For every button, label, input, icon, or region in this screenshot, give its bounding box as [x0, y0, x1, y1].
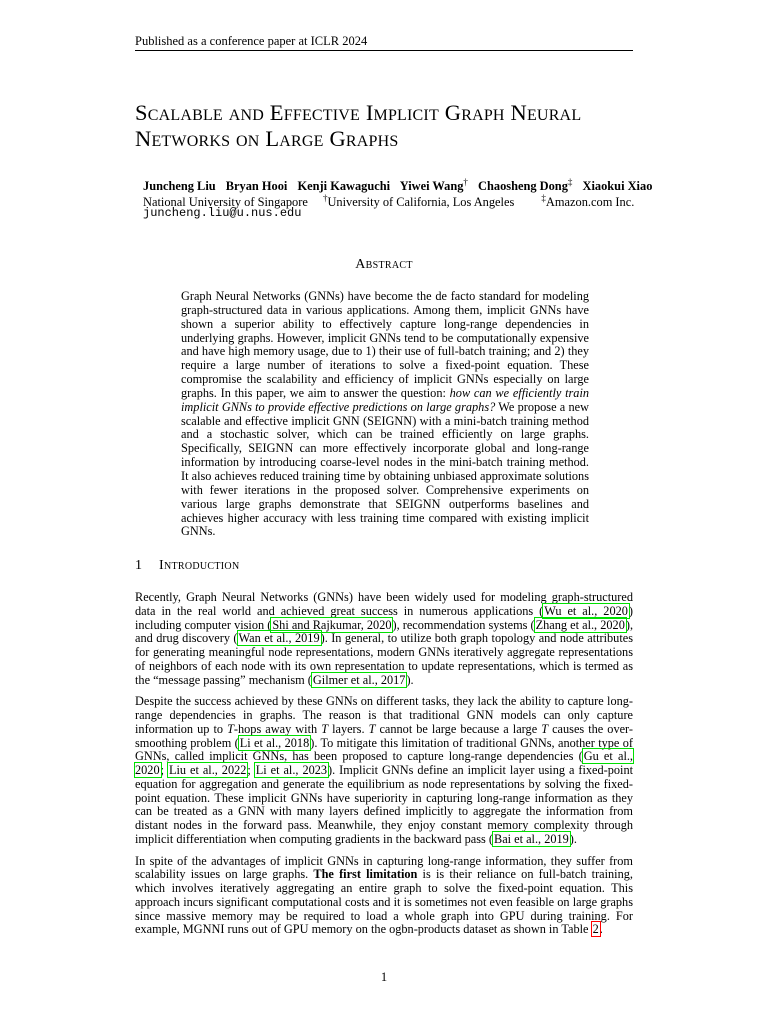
math-symbol: T [368, 721, 376, 736]
author: Kenji Kawaguchi [297, 179, 391, 194]
section-number: 1 [135, 558, 142, 573]
table-reference-link[interactable]: 2 [592, 922, 599, 937]
abstract-text: Graph Neural Networks (GNNs) have become the de facto standard for modeling graph-structured data in various applications. Among them, implicit GNNs have shown a superior ability to effectively capture long-range dependencies in underlying graphs. However, implicit GNNs tend to be computationally expensive and have high memory usage, due to 1) their use of full-batch training; and 2) they require a large number of iterations to solve a fixed-point equation. These compromise the scalability and efficiency of implicit GNNs especially on large graphs. In this paper, we aim to answer the question: how can we efficiently train implicit GNNs to provide effective predictions on large graphs? We propose a new scalable and effective implicit GNN (SEIGNN) with a mini-batch training method and a stochastic solver, which can be trained efficiently on large graphs. Specifically, SEIGNN can more effectively incorporate global and long-range information by introducing coarse-level nodes in the mini-batch training method. It also achieves reduced training time by obtaining unbiased approximate solutions with fewer iterations in the proposed solver. Comprehensive experiments on various large graphs demonstrate that SEIGNN outperforms baselines and achieves higher accuracy with less training time compared with existing implicit GNNs. [181, 289, 590, 539]
paragraph: Despite the success achieved by these GNNs on different tasks, they lack the ability to capture long-range dependencies in graphs. The reason is that traditional GNN models can only capture information up to T-hops away with T layers. T cannot be large because a large T causes the over-smoothing problem (Li et al., 2018). To mitigate this limitation of traditional GNNs, another type of GNNs, called implicit GNNs, has been proposed to capture long-range dependencies (Gu et al., 2020; Liu et al., 2022; Li et al., 2023). Implicit GNNs define an implicit layer using a fixed-point equation for aggregation and generate the equilibrium as node representations by solving the fixed-point equation. These implicit GNNs have superiority in capturing long-range information as they can be treated as a GNN with many layers defined implicitly to aggregate the information from distant nodes in the forward pass. Meanwhile, they enjoy constant memory complexity through implicit differentiation when computing gradients in the backward pass (Bai et al., 2019). [135, 694, 634, 846]
page-number: 1 [380, 970, 388, 984]
math-symbol: T [541, 721, 549, 736]
author: Xiaokui Xiao [582, 179, 653, 194]
citation-link[interactable]: Liu et al., 2022 [168, 763, 247, 777]
citation-link[interactable]: Wan et al., 2019 [238, 631, 320, 646]
author: Bryan Hooi [225, 179, 288, 194]
affiliation-3: ‡Amazon.com Inc. [541, 193, 635, 210]
affiliation-1: National University of Singapore [143, 195, 308, 210]
affiliation-mark: † [463, 177, 468, 187]
section-title: Introduction [159, 558, 240, 573]
citation-link[interactable]: Bai et al., 2019 [494, 831, 569, 846]
citation-link[interactable]: Li et al., 2018 [239, 735, 310, 750]
paragraph: Recently, Graph Neural Networks (GNNs) have been widely used for modeling graph-structured data in the real world and achieved great success in numerous applications (Wu et al., 2020) including computer vision (Shi and Rajkumar, 2020), recommendation systems (Zhang et al., 2020), and drug discovery (Wan et al., 2019). In general, to utilize both graph topology and node attributes for generating meaningful node representations, modern GNNs iteratively aggregate representations of neighbors of each node with its own representation to update representations, which is termed as the “message passing” mechanism (Gilmer et al., 2017). [135, 590, 634, 687]
research-question: how can we efficiently train implicit GNNs to provide effective predictions on large graphs? [181, 385, 590, 414]
affiliation-2: †University of California, Los Angeles [322, 193, 515, 210]
paper-title [135, 100, 655, 152]
citation-link[interactable]: Li et al., 2023 [255, 763, 328, 777]
math-symbol: T [321, 721, 329, 736]
author: Juncheng Liu [143, 179, 216, 194]
abstract-heading: Abstract [355, 257, 413, 272]
title-line-1: Scalable and Effective Implicit Graph Neural [135, 100, 582, 125]
bold-phrase: The first limitation [313, 867, 418, 882]
author: Yiwei Wang† [399, 177, 468, 194]
citation-link[interactable]: Gu et al., 2020 [135, 749, 634, 777]
body-text [135, 591, 633, 945]
citation-link[interactable]: Zhang et al., 2020 [535, 617, 625, 632]
math-symbol: T [227, 721, 234, 736]
section-heading [135, 558, 633, 574]
affiliation-mark: ‡ [567, 177, 573, 187]
citation-link[interactable]: Shi and Rajkumar, 2020 [272, 617, 392, 632]
paragraph: In spite of the advantages of implicit GNNs in capturing long-range information, they suffer from scalability issues on large graphs. The first limitation is is their reliance on full-batch training, which involves iteratively aggregating an entire graph to solve the fixed-point equation. This approach incurs significant computational costs and it is sometimes not even feasible on large graphs since massive memory may be required to load a whole graph into GPU during training. For example, MGNNI runs out of GPU memory on the ogbn-products dataset as shown in Table 2. [135, 853, 633, 937]
header-rule [135, 50, 633, 51]
citation-link[interactable]: Gilmer et al., 2017 [312, 672, 406, 687]
running-header: Published as a conference paper at ICLR 2024 [135, 34, 368, 48]
author: Chaosheng Dong‡ [478, 177, 573, 194]
citation-link[interactable]: Wu et al., 2020 [544, 603, 628, 618]
title-line-2: Networks on Large Graphs [135, 126, 399, 151]
contact-email[interactable]: juncheng.liu@u.nus.edu [143, 206, 302, 220]
